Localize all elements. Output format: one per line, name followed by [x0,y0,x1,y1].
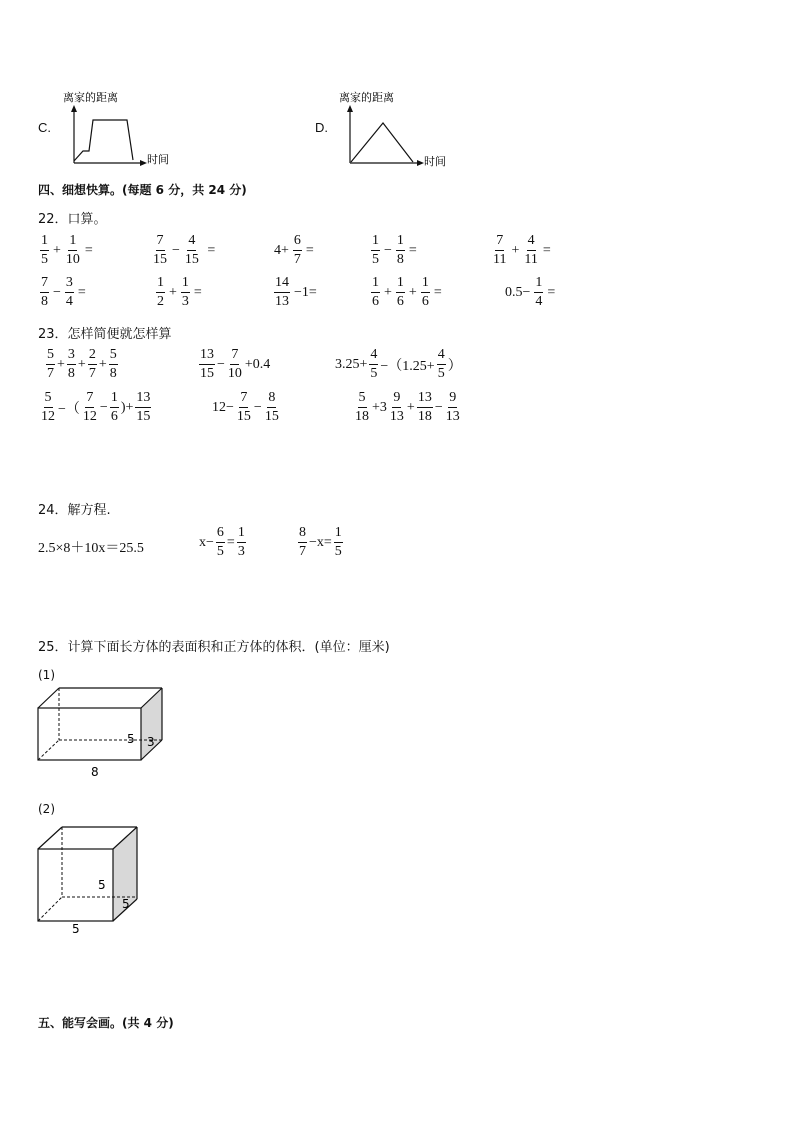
q22-title: 22．口算。 [38,212,107,227]
q23-item-5: 12− $\frac{7}{15}$ − $\frac{8}{15}$ [212,390,279,424]
graph-d [333,85,473,170]
cube-figure [30,822,150,937]
fig2-label: (2) [38,802,55,816]
q24-eq-2: x− $\frac{6}{5}$ = $\frac{1}{3}$ [199,525,245,559]
section-4-heading: 四、细想快算。(每题 6 分，共 24 分) [38,183,247,197]
q25-title: 25．计算下面长方体的表面积和正方体的体积．(单位：厘米) [38,640,390,655]
q23-item-1: $\frac{5}{7}$ + $\frac{3}{8}$ + $\frac{2}{7}$ + $\frac{5}{8}$ [47,347,117,381]
graph-c-ylabel: 离家的距离 [63,91,118,104]
q24-eq-1: 2.5×8＋10x＝25.5 [38,541,144,556]
q23-item-3: 3.25+ $\frac{4}{5}$ −（1.25+ $\frac{4}{5}$ ） [335,347,462,381]
option-c-label: C. [38,120,51,135]
fig1-label: (1) [38,668,55,682]
q22-item-5: $\frac{7}{11}$ + $\frac{4}{11}$ = [493,233,551,267]
q23-title: 23．怎样简便就怎样算 [38,327,172,342]
cuboid-width-label: 5 [127,732,135,746]
cube-width-label: 5 [72,922,80,936]
graph-c-xlabel: 时间 [147,153,169,166]
q22-item-7: $\frac{1}{2}$ + $\frac{1}{3}$ = [157,275,202,309]
q22-item-3: 4+ $\frac{6}{7}$ = [274,233,314,267]
q23-item-6: $\frac{5}{18}$ +3 $\frac{9}{13}$ + $\frac{13}{18}$ − $\frac{9}{13}$ [355,390,460,424]
q22-item-1: $\frac{1}{5}$ + $\frac{1}{10}$ = [41,233,93,267]
q24-eq-3: $\frac{8}{7}$ −x= $\frac{1}{5}$ [299,525,342,559]
q22-item-2: $\frac{7}{15}$ − $\frac{4}{15}$ = [153,233,216,267]
q22-item-8: $\frac{14}{13}$ −1= [275,275,317,309]
option-d-label: D. [315,120,328,135]
graph-d-ylabel: 离家的距离 [339,91,394,104]
cube-depth-label: 5 [98,878,106,892]
q24-title: 24．解方程. [38,503,111,518]
q22-item-6: $\frac{7}{8}$ − $\frac{3}{4}$ = [41,275,86,309]
q22-item-9: $\frac{1}{6}$ + $\frac{1}{6}$ + $\frac{1}{6}$ = [372,275,442,309]
graph-d-xlabel: 时间 [424,155,446,168]
cube-height-label: 5 [122,897,130,911]
q23-item-2: $\frac{13}{15}$ − $\frac{7}{10}$ +0.4 [200,347,271,381]
cuboid-length-label: 8 [91,765,99,779]
cuboid-height-label: 3 [147,735,155,749]
q22-item-4: $\frac{1}{5}$ − $\frac{1}{8}$ = [372,233,417,267]
graph-c [55,85,215,167]
q22-item-10: 0.5− $\frac{1}{4}$ = [505,275,556,309]
q23-item-4: $\frac{5}{12}$ −（ $\frac{7}{12}$ − $\frac{1}{6}$ )+ $\frac{13}{15}$ [41,390,151,424]
section-5-heading: 五、能写会画。(共 4 分) [38,1016,174,1030]
cuboid-figure [30,685,180,780]
